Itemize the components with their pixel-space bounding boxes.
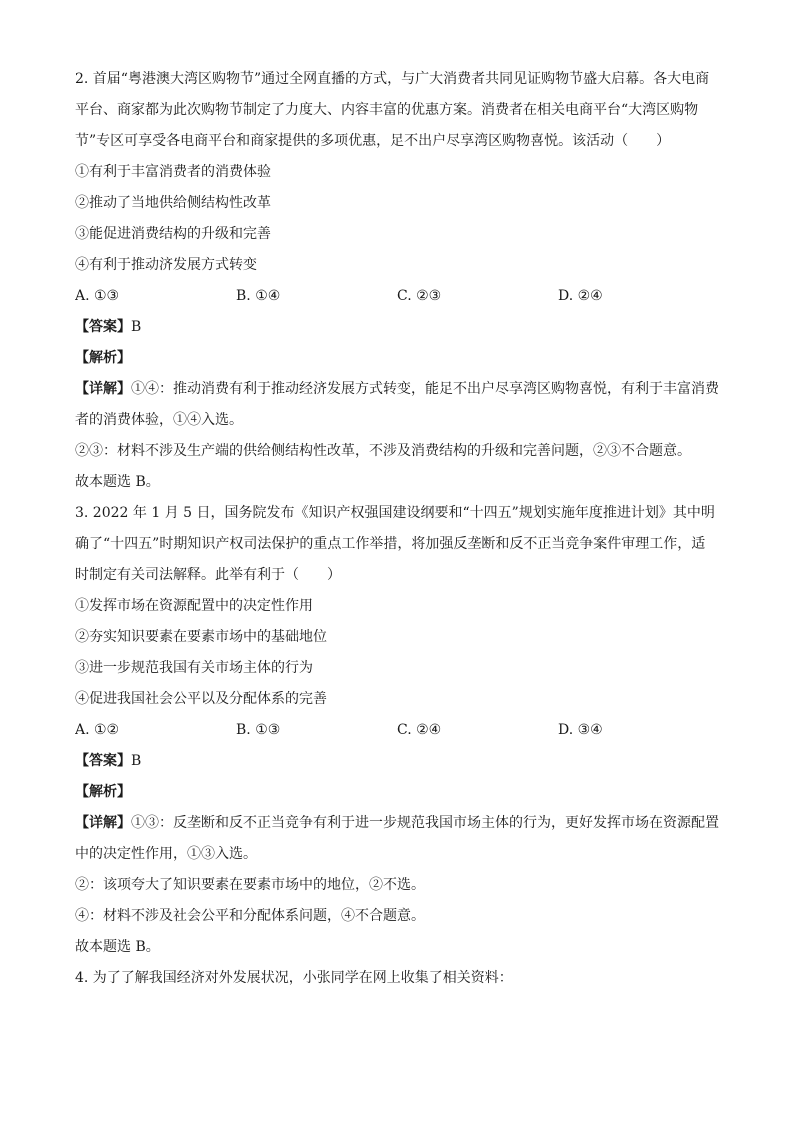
detail-line xyxy=(75,808,723,839)
answer-line xyxy=(75,746,723,777)
answer-tag: 【答案】 xyxy=(75,753,131,769)
option-a: A. ①③ xyxy=(75,288,120,304)
answer-value: B xyxy=(131,753,142,769)
question-3 xyxy=(75,498,723,963)
detail-line: ②③：材料不涉及生产端的供给侧结构性改革，不涉及消费结构的升级和完善问题，②③不合题意。 xyxy=(75,443,691,459)
statement-item: ④有利于推动济发展方式转变 xyxy=(75,257,257,273)
option-c: C. ②④ xyxy=(397,722,442,738)
answer-options xyxy=(75,281,723,312)
detail-tag: 【详解】 xyxy=(75,381,131,397)
document-page xyxy=(75,64,723,994)
analysis-tag: 【解析】 xyxy=(75,350,131,366)
detail-line: 故本题选 B。 xyxy=(75,474,160,490)
answer-value: B xyxy=(131,319,142,335)
option-a: A. ①② xyxy=(75,722,120,738)
option-b: B. ①③ xyxy=(236,722,281,738)
question-stem-line: 时制定有关司法解释。此举有利于（ ） xyxy=(75,567,341,583)
statement-item: ①发挥市场在资源配置中的决定性作用 xyxy=(75,598,313,614)
statement-item: ②推动了当地供给侧结构性改革 xyxy=(75,195,271,211)
analysis-line xyxy=(75,343,723,374)
statement-item: ③进一步规范我国有关市场主体的行为 xyxy=(75,660,313,676)
question-stem-line: 2. 首届“粤港澳大湾区购物节”通过全网直播的方式，与广大消费者共同见证购物节盛大启幕。各大电商 xyxy=(75,71,710,87)
question-2 xyxy=(75,64,723,498)
option-d: D. ②④ xyxy=(558,288,603,304)
answer-tag: 【答案】 xyxy=(75,319,131,335)
question-stem-line: 4. 为了了解我国经济对外发展状况，小张同学在网上收集了相关资料： xyxy=(75,970,513,986)
detail-line: 者的消费体验，①④入选。 xyxy=(75,412,243,428)
statement-item: ②夯实知识要素在要素市场中的基础地位 xyxy=(75,629,327,645)
detail-text: ①④：推动消费有利于推动经济发展方式转变，能足不出户尽享湾区购物喜悦，有利于丰富消费 xyxy=(131,381,719,397)
detail-line: ④：材料不涉及社会公平和分配体系问题，④不合题意。 xyxy=(75,908,425,924)
statement-item: ③能促进消费结构的升级和完善 xyxy=(75,226,271,242)
answer-options xyxy=(75,715,723,746)
option-c: C. ②③ xyxy=(397,288,442,304)
question-stem-line: 3. 2022 年 1 月 5 日，国务院发布《知识产权强国建设纲要和“十四五”规划实施年度推进计划》其中明 xyxy=(75,505,715,521)
analysis-line xyxy=(75,777,723,808)
detail-text: ①③：反垄断和反不正当竞争有利于进一步规范我国市场主体的行为，更好发挥市场在资源配置 xyxy=(131,815,719,831)
detail-line xyxy=(75,374,723,405)
question-4 xyxy=(75,963,723,994)
detail-line: 中的决定性作用，①③入选。 xyxy=(75,846,257,862)
question-stem-line: 确了“十四五”时期知识产权司法保护的重点工作举措，将加强反垄断和反不正当竞争案件审理工作，适 xyxy=(75,536,706,552)
option-d: D. ③④ xyxy=(558,722,603,738)
analysis-tag: 【解析】 xyxy=(75,784,131,800)
question-stem-line: 平台、商家都为此次购物节制定了力度大、内容丰富的优惠方案。消费者在相关电商平台“大湾区购物 xyxy=(75,102,699,118)
detail-line: ②：该项夸大了知识要素在要素市场中的地位，②不选。 xyxy=(75,877,425,893)
detail-line: 故本题选 B。 xyxy=(75,939,160,955)
option-b: B. ①④ xyxy=(236,288,281,304)
question-stem-line: 节”专区可享受各电商平台和商家提供的多项优惠，足不出户尽享湾区购物喜悦。该活动（ ） xyxy=(75,133,671,149)
detail-tag: 【详解】 xyxy=(75,815,131,831)
statement-item: ④促进我国社会公平以及分配体系的完善 xyxy=(75,691,327,707)
answer-line xyxy=(75,312,723,343)
statement-item: ①有利于丰富消费者的消费体验 xyxy=(75,164,271,180)
